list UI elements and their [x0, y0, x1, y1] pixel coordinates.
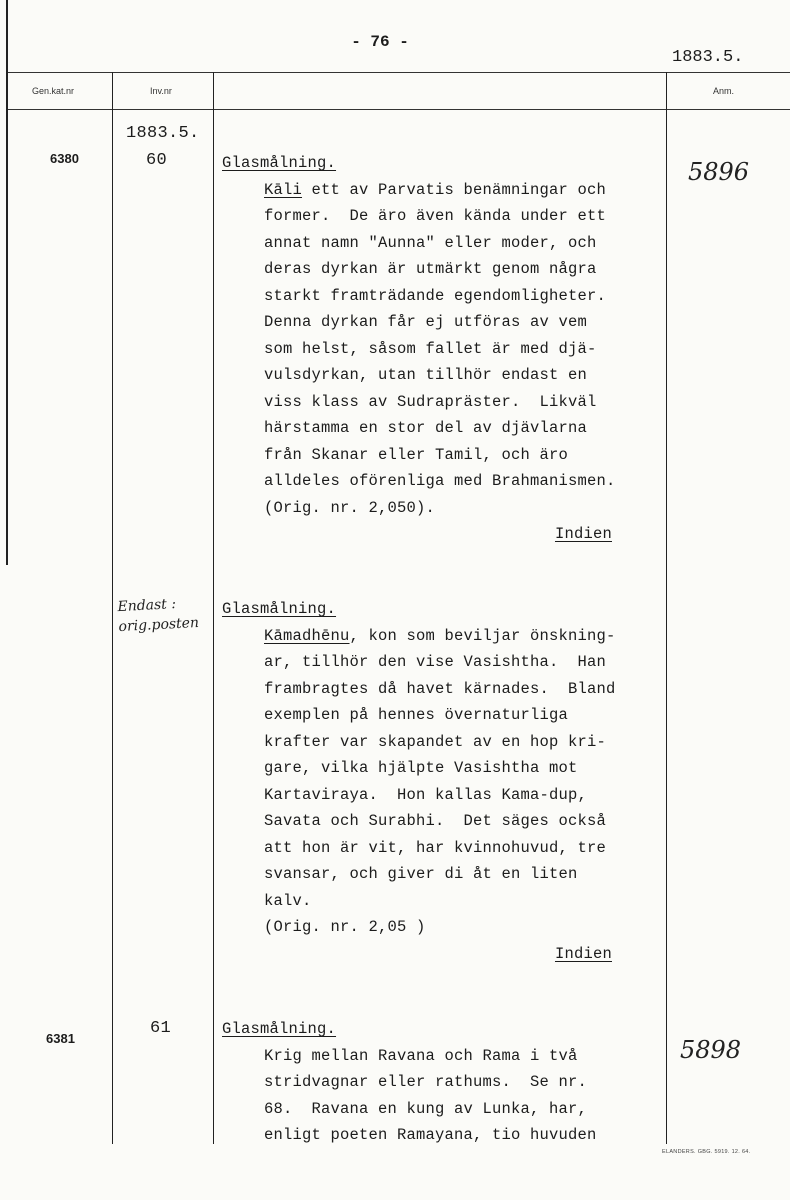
entry-3-text	[222, 1016, 662, 1149]
entry-1-region: Indien	[554, 525, 612, 543]
entry-1-inv-prefix: 1883.5.	[126, 124, 200, 143]
entry-2-line: Kartaviraya. Hon kallas Kama-dup,	[264, 785, 588, 804]
page-number: - 76 -	[351, 33, 409, 51]
left-margin-rule	[6, 0, 8, 565]
entry-2-first-line: Kāmadhēnu, kon som beviljar önskning-	[264, 626, 616, 645]
entry-1-text	[222, 150, 662, 548]
entry-3-line: Krig mellan Ravana och Rama i två	[264, 1046, 578, 1065]
entry-1-inv-nr: 60	[146, 151, 168, 170]
entry-1-line: alldeles oförenliga med Brahmanismen.	[264, 472, 616, 490]
entry-2-region: Indien	[554, 944, 612, 963]
entry-3-inv-nr: 61	[150, 1019, 172, 1038]
entry-1-line: som helst, såsom fallet är med djä-	[264, 339, 597, 358]
entry-3-line: 68. Ravana en kung av Lunka, har,	[264, 1099, 588, 1118]
entry-1-heading: Glasmålning.	[222, 154, 337, 172]
entry-2-line: frambragtes då havet kärnades. Bland	[264, 679, 616, 698]
entry-2-line: krafter var skapandet av en hop kri-	[264, 732, 607, 751]
entry-1-line: former. De äro även kända under ett	[264, 207, 607, 225]
entry-3-anm: 5898	[680, 1036, 742, 1064]
entry-2-subject: Kāmadhēnu	[264, 626, 350, 645]
entry-1-subject: Kāli	[264, 180, 303, 199]
header-year: 1883.5.	[672, 48, 744, 67]
entry-1-line: från Skanar eller Tamil, och äro	[264, 445, 569, 464]
entry-1-line: Denna dyrkan får ej utföras av vem	[264, 313, 588, 331]
entry-3-heading: Glasmålning.	[222, 1020, 337, 1038]
entry-1-line: härstamma en stor del av djävlarna	[264, 419, 588, 437]
entry-2-heading: Glasmålning.	[222, 600, 337, 618]
entry-2-inv-handwritten-note: Endast : orig.posten	[117, 596, 200, 636]
entry-1-line: starkt framträdande egendomligheter.	[264, 286, 607, 305]
entry-2-line: ar, tillhör den vise Vasishtha. Han	[264, 653, 607, 671]
entry-2-line: kalv.	[264, 891, 312, 910]
header-top-rule	[8, 72, 790, 73]
entry-2-line: exemplen på hennes övernaturliga	[264, 706, 569, 724]
entry-2-line: svansar, och giver di åt en liten	[264, 865, 578, 883]
entry-2-line: (Orig. nr. 2,05 )	[264, 918, 426, 936]
entry-1-line: vulsdyrkan, utan tillhör endast en	[264, 366, 588, 384]
column-header-inv-nr: Inv.nr	[150, 86, 172, 96]
entry-1-line: viss klass av Sudrapräster. Likväl	[264, 392, 597, 411]
entry-1-line: (Orig. nr. 2,050).	[264, 498, 436, 517]
entry-1-first-line: Kāli ett av Parvatis benämningar och	[264, 180, 607, 199]
column-header-anm: Anm.	[713, 86, 735, 96]
entry-3-line: stridvagnar eller rathums. Se nr.	[264, 1073, 588, 1091]
header-bottom-rule	[8, 109, 790, 110]
entry-3-gen-kat-nr: 6381	[46, 1031, 75, 1046]
entry-1-gen-kat-nr: 6380	[50, 151, 79, 166]
col-divider-gen-inv	[112, 72, 113, 1144]
entry-3-line: enligt poeten Ramayana, tio huvuden	[264, 1126, 597, 1144]
entry-2-line: gare, vilka hjälpte Vasishtha mot	[264, 759, 578, 777]
entry-2-line: Savata och Surabhi. Det säges också	[264, 812, 607, 830]
entry-2-text	[222, 596, 662, 967]
column-header-gen-kat-nr: Gen.kat.nr	[32, 86, 75, 96]
col-divider-text-anm	[666, 72, 667, 1144]
entry-2-line: att hon är vit, har kvinnohuvud, tre	[264, 838, 607, 857]
entry-1-line: annat namn "Aunna" eller moder, och	[264, 233, 597, 252]
printer-mark: ELANDERS. GBG. 5919. 12. 64.	[662, 1149, 751, 1155]
col-divider-inv-text	[213, 72, 214, 1144]
entry-1-line: deras dyrkan är utmärkt genom några	[264, 260, 597, 278]
entry-1-anm: 5896	[688, 158, 750, 186]
